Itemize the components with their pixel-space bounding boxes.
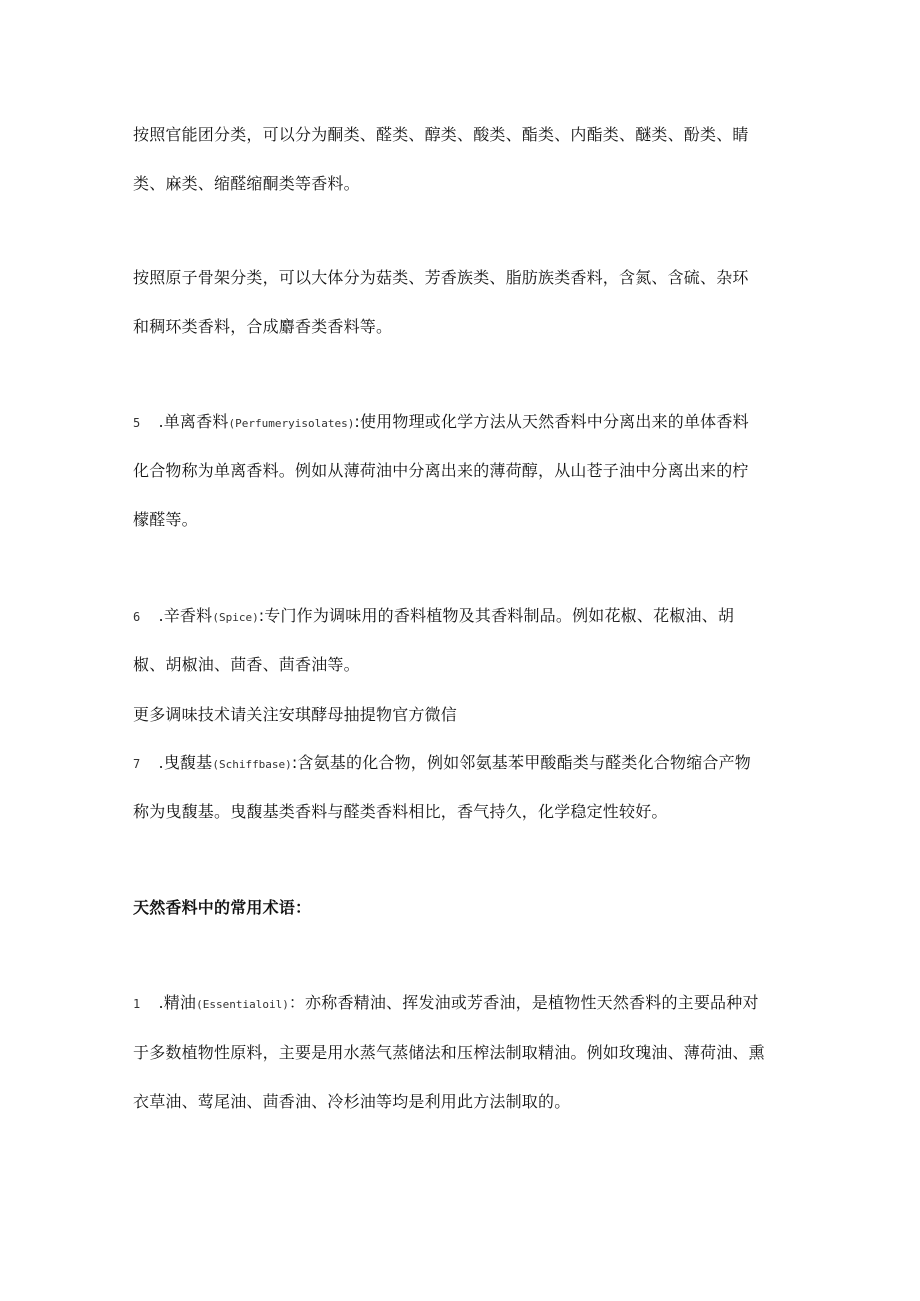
item-number: 6 [133, 610, 141, 624]
english-term: (Spice) [212, 611, 259, 624]
paragraph-isolates-line-2: 化合物称为单离香料。例如从薄荷油中分离出来的薄荷醇，从山苍子油中分离出来的柠 [133, 461, 749, 480]
english-term: (Essentialoil) [196, 998, 289, 1011]
paragraph-isolates-line-3: 檬醛等。 [133, 510, 198, 529]
paragraph-essential-oil-line-1 [133, 993, 803, 1015]
paragraph-spice-line-2: 椒、胡椒油、茴香、茴香油等。 [133, 655, 360, 674]
section-heading: 天然香料中的常用术语： [133, 898, 312, 917]
item-number: 1 [133, 997, 141, 1011]
paragraph-isolates-line-1 [133, 412, 803, 434]
term-label: .辛香料 [158, 606, 213, 625]
item-number: 7 [133, 757, 141, 771]
paragraph-functional-group-line-1: 按照官能团分类，可以分为酮类、醛类、醇类、酸类、酯类、内酯类、醚类、酚类、睛 [133, 125, 749, 144]
paragraph-skeleton-line-1: 按照原子骨架分类，可以大体分为菇类、芳香族类、脂肪族类香料，含氮、含硫、杂环 [133, 268, 749, 287]
paragraph-essential-oil-line-3: 衣草油、莺尾油、茴香油、冷杉油等均是利用此方法制取的。 [133, 1092, 571, 1111]
paragraph-schiffbase-line-1 [133, 753, 803, 775]
paragraph-spice-line-1 [133, 606, 803, 628]
paragraph-essential-oil-line-2: 于多数植物性原料，主要是用水蒸气蒸储法和压榨法制取精油。例如玫瑰油、薄荷油、熏 [133, 1043, 765, 1062]
term-label: .曳馥基 [158, 753, 213, 772]
definition-text: ：亦称香精油、挥发油或芳香油，是植物性天然香料的主要品种对 [288, 993, 759, 1012]
item-number: 5 [133, 416, 141, 430]
english-term: (Schiffbase) [212, 758, 292, 771]
paragraph-functional-group-line-2: 类、麻类、缩醛缩酮类等香料。 [133, 174, 360, 193]
definition-text: :专门作为调味用的香料植物及其香料制品。例如花椒、花椒油、胡 [258, 606, 735, 625]
paragraph-schiffbase-line-2: 称为曳馥基。曳馥基类香料与醛类香料相比，香气持久，化学稳定性较好。 [133, 802, 668, 821]
definition-text: :含氨基的化合物，例如邻氨基苯甲酸酯类与醛类化合物缩合产物 [291, 753, 752, 772]
promo-line: 更多调味技术请关注安琪酵母抽提物官方微信 [133, 705, 458, 724]
english-term: (Perfumeryisolates) [228, 417, 355, 430]
term-label: .单离香料 [158, 412, 229, 431]
definition-text: :使用物理或化学方法从天然香料中分离出来的单体香料 [354, 412, 749, 431]
term-label: .精油 [158, 993, 197, 1012]
paragraph-skeleton-line-2: 和稠环类香料，合成麝香类香料等。 [133, 317, 393, 336]
